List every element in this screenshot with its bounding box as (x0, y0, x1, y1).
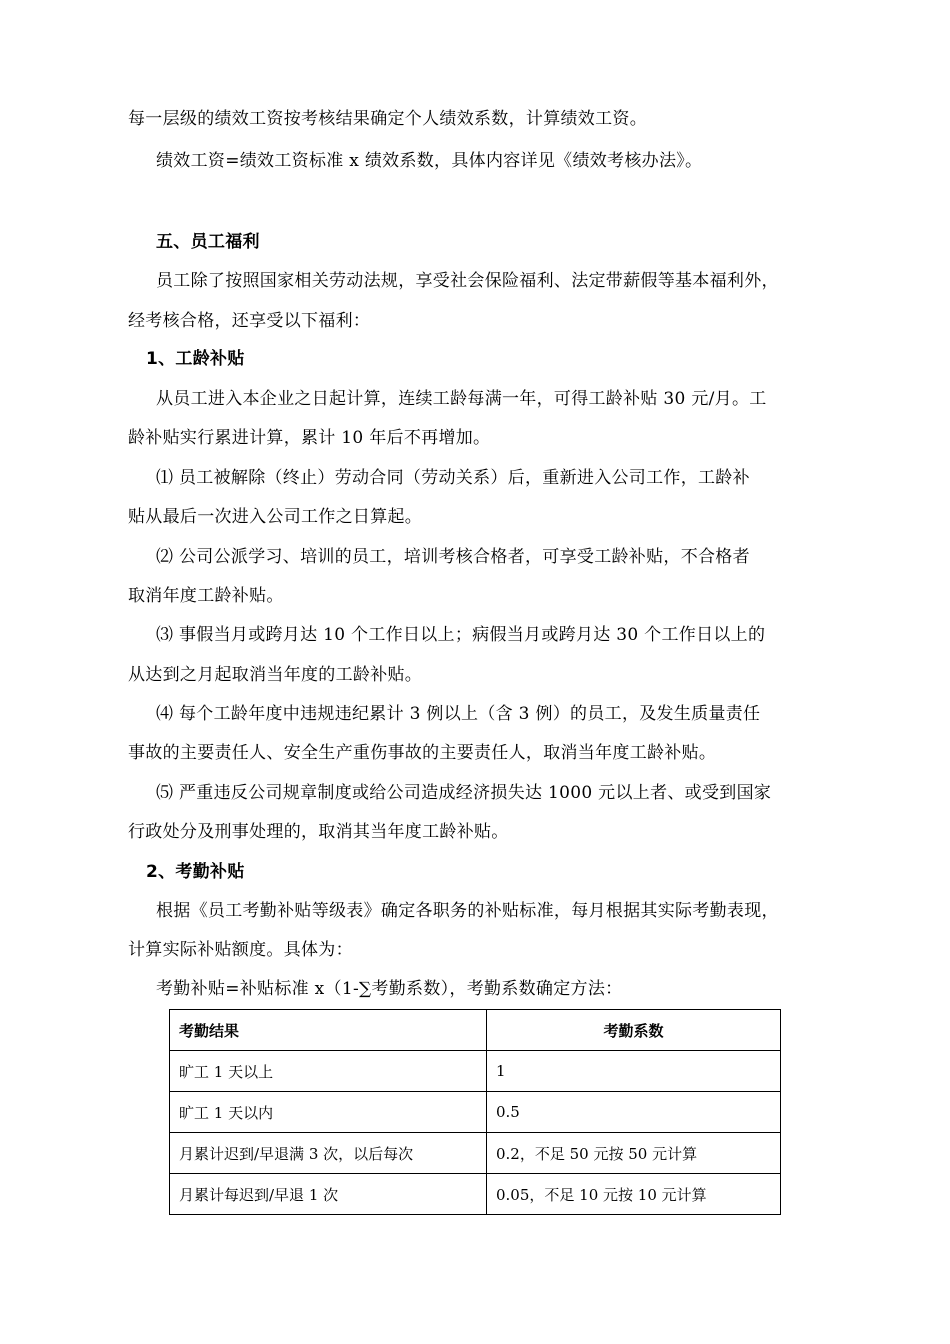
table-row (170, 1174, 781, 1215)
table-cell-result: 旷工 1 天以上 (170, 1051, 487, 1092)
subsection-title-seniority-allowance: 1、工龄补贴 (146, 349, 245, 369)
table-row (170, 1051, 781, 1092)
list-item-3-line2: 从达到之月起取消当年度的工龄补贴。 (128, 665, 423, 685)
paragraph-attendance-line1: 根据《员工考勤补贴等级表》确定各职务的补贴标准，每月根据其实际考勤表现， (156, 901, 779, 921)
table-cell-coefficient: 0.5 (487, 1092, 781, 1133)
paragraph-performance-coefficient: 每一层级的绩效工资按考核结果确定个人绩效系数，计算绩效工资。 (128, 109, 647, 129)
table-cell-coefficient: 0.05，不足 10 元按 10 元计算 (487, 1174, 781, 1215)
paragraph-attendance-line2: 计算实际补贴额度。具体为： (128, 940, 353, 960)
section-title-employee-benefits: 五、员工福利 (156, 232, 260, 252)
attendance-coefficient-table (169, 1009, 781, 1215)
table-cell-result: 月累计每迟到/早退 1 次 (170, 1174, 487, 1215)
list-item-1-line1: ⑴ 员工被解除（终止）劳动合同（劳动关系）后，重新进入公司工作，工龄补 (156, 468, 750, 488)
list-item-1-line2: 贴从最后一次进入公司工作之日算起。 (128, 507, 423, 527)
paragraph-attendance-formula: 考勤补贴=补贴标准 x（1-∑考勤系数），考勤系数确定方法： (156, 979, 623, 999)
list-item-4-line1: ⑷ 每个工龄年度中违规违纪累计 3 例以上（含 3 例）的员工，及发生质量责任 (156, 704, 761, 724)
table-cell-result: 月累计迟到/早退满 3 次，以后每次 (170, 1133, 487, 1174)
table-header-row (170, 1010, 781, 1051)
table-row (170, 1092, 781, 1133)
table-cell-result: 旷工 1 天以内 (170, 1092, 487, 1133)
subsection-title-attendance-allowance: 2、考勤补贴 (146, 862, 245, 882)
paragraph-performance-formula: 绩效工资=绩效工资标准 x 绩效系数，具体内容详见《绩效考核办法》。 (156, 151, 703, 171)
table-row (170, 1133, 781, 1174)
table-cell-coefficient: 1 (487, 1051, 781, 1092)
table-header-coefficient: 考勤系数 (487, 1010, 781, 1051)
table-cell-coefficient: 0.2，不足 50 元按 50 元计算 (487, 1133, 781, 1174)
paragraph-benefits-intro-line1: 员工除了按照国家相关劳动法规，享受社会保险福利、法定带薪假等基本福利外， (156, 271, 779, 291)
list-item-2-line1: ⑵ 公司公派学习、培训的员工，培训考核合格者，可享受工龄补贴，不合格者 (156, 547, 750, 567)
paragraph-seniority-line2: 龄补贴实行累进计算，累计 10 年后不再增加。 (128, 428, 491, 448)
paragraph-benefits-intro-line2: 经考核合格，还享受以下福利： (128, 311, 371, 331)
list-item-5-line2: 行政处分及刑事处理的，取消其当年度工龄补贴。 (128, 822, 509, 842)
table-header-result: 考勤结果 (170, 1010, 487, 1051)
list-item-5-line1: ⑸ 严重违反公司规章制度或给公司造成经济损失达 1000 元以上者、或受到国家 (156, 783, 772, 803)
paragraph-seniority-line1: 从员工进入本企业之日起计算，连续工龄每满一年，可得工龄补贴 30 元/月。工 (156, 389, 767, 409)
list-item-4-line2: 事故的主要责任人、安全生产重伤事故的主要责任人，取消当年度工龄补贴。 (128, 743, 717, 763)
list-item-2-line2: 取消年度工龄补贴。 (128, 586, 284, 606)
list-item-3-line1: ⑶ 事假当月或跨月达 10 个工作日以上；病假当月或跨月达 30 个工作日以上的 (156, 625, 766, 645)
